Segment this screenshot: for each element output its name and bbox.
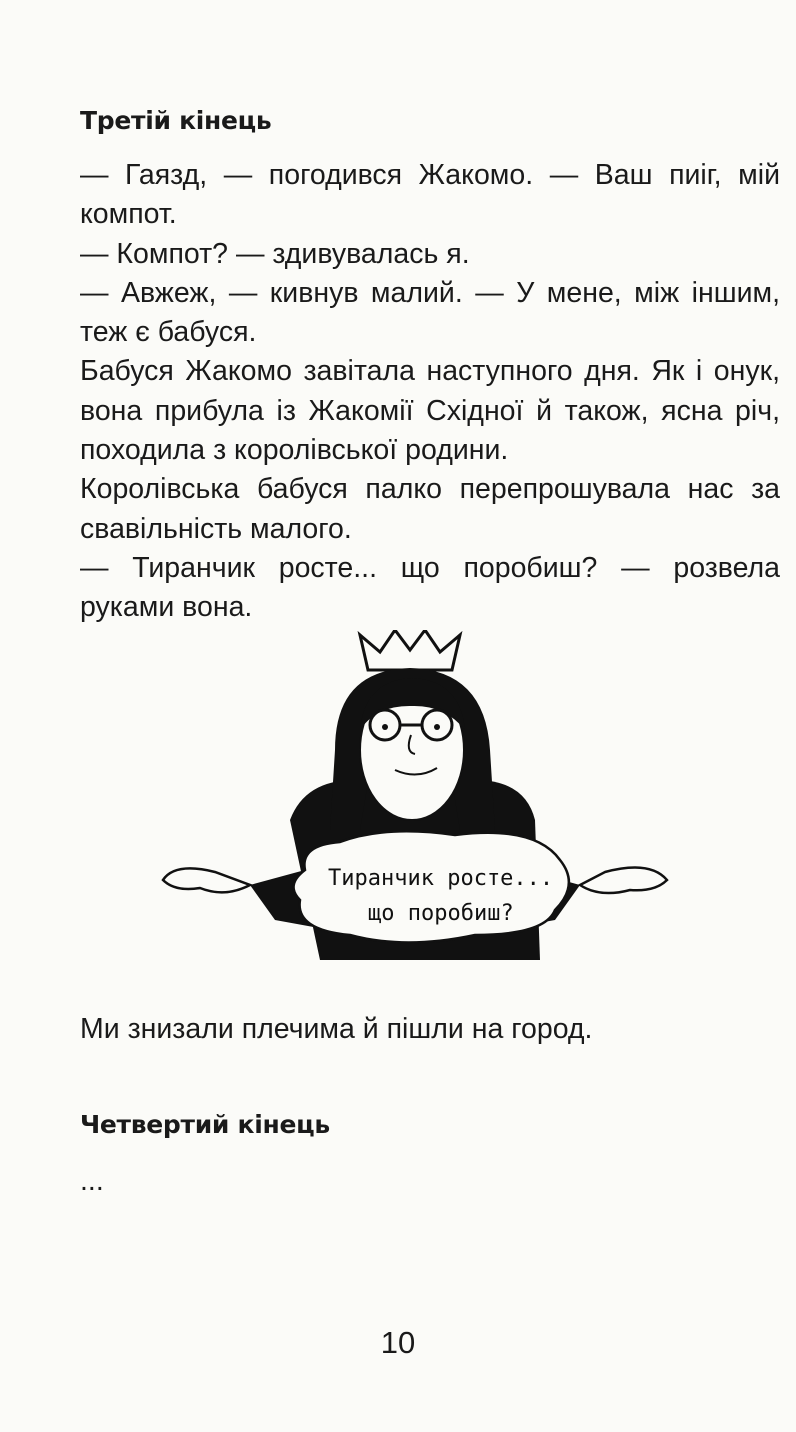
paragraph: Королівська бабуся палко перепрошувала нас за свавільність малого.: [80, 473, 780, 545]
crown-icon: [360, 630, 460, 670]
section-text-fourth-ending: [80, 1162, 780, 1201]
paragraph: Ми знизали плечима й пішли на город.: [80, 1013, 593, 1045]
section-heading-fourth-ending: Четвертий кінець: [80, 1110, 330, 1139]
paragraph: — Авжеж, — кивнув малий. — У мене, між іншим, теж є бабуся.: [80, 276, 780, 349]
paragraph: Бабуся Жакомо завітала наступного дня. Як і онук, вона прибула із Жакомії Східної й також, ясна річ, походила з королівської родини.: [80, 355, 780, 467]
after-illustration-text: [80, 1010, 780, 1049]
paragraph: — Тиранчик росте... що поробиш? — розвела руками вона.: [80, 551, 780, 624]
paragraph: ...: [80, 1165, 104, 1197]
paragraph: — Гаязд, — погодився Жакомо. — Ваш пиіг, мій компот.: [80, 159, 780, 231]
right-hand-icon: [580, 868, 667, 894]
section-heading-third-ending: Третій кінець: [80, 106, 272, 135]
left-hand-icon: [163, 868, 250, 892]
paragraph: — Компот? — здивувалась я.: [80, 237, 470, 270]
section-text-third-ending: [80, 156, 780, 628]
page-number: 10: [380, 1325, 416, 1360]
queen-grandmother-illustration: [155, 630, 675, 970]
speech-line-2: що поробиш?: [368, 901, 514, 926]
speech-line-1: Тиранчик росте...: [328, 866, 554, 891]
